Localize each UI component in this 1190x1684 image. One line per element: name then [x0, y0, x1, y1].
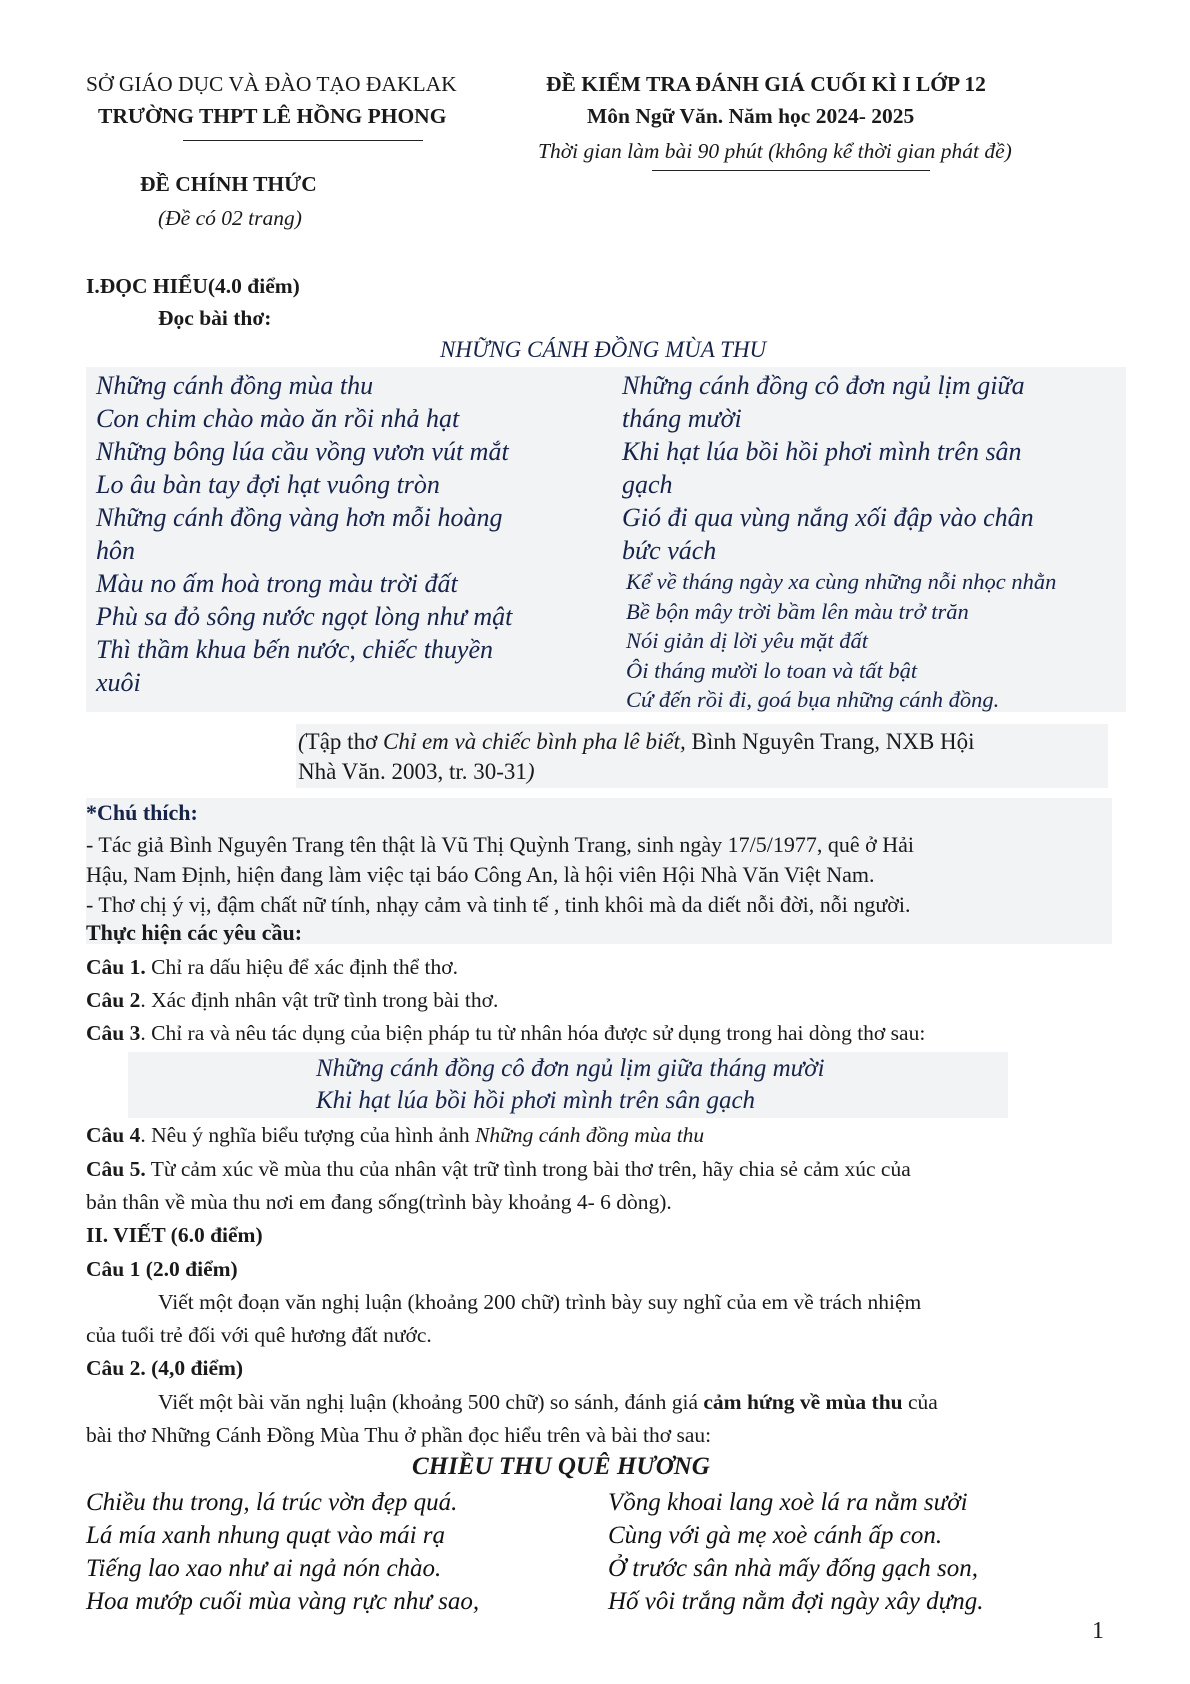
- subject-line: [587, 104, 914, 129]
- writing-q1-line2: của tuổi trẻ đối với quê hương đất nước.: [86, 1323, 432, 1347]
- writing-q1-heading: Câu 1 (2.0 điểm): [86, 1257, 238, 1281]
- poem2-line: Hố vôi trắng nằm đợi ngày xây dựng.: [608, 1588, 984, 1615]
- poem2-line: Cùng với gà mẹ xoè cánh ấp con.: [608, 1522, 943, 1549]
- poem2-left-column: [86, 1486, 479, 1618]
- poem-source: (Tập thơ Chỉ em và chiếc bình pha lê biết, Bình Nguyên Trang, NXB Hội Nhà Văn. 2003, tr. 30-31): [298, 729, 975, 784]
- poem2-line: Tiếng lao xao như ai ngả nón chào.: [86, 1555, 442, 1582]
- writing-q2-line2: bài thơ Những Cánh Đồng Mùa Thu ở phần đọc hiểu trên và bài thơ sau:: [86, 1423, 712, 1447]
- note-line: Hậu, Nam Định, hiện đang làm việc tại báo Công An, là hội viên Hội Nhà Văn Việt Nam.: [86, 862, 875, 887]
- school-year: . Năm học 2024- 2025: [717, 104, 915, 128]
- poem-line: hôn: [96, 536, 135, 565]
- poem-line: xuôi: [96, 668, 141, 697]
- subject-label: Môn Ngữ Văn: [587, 104, 718, 128]
- note-body: [86, 830, 914, 920]
- quote-line: Những cánh đồng cô đơn ngủ lịm giữa tháng mười: [316, 1055, 825, 1082]
- poem-line: Những cánh đồng vàng hơn mỗi hoàng: [96, 503, 503, 532]
- tasks-heading: Thực hiện các yêu cầu:: [86, 920, 303, 945]
- poem2-line: Vồng khoai lang xoè lá ra nằm sưởi: [608, 1489, 968, 1516]
- writing-q2-heading: Câu 2. (4,0 điểm): [86, 1356, 244, 1380]
- question-3-quote: [316, 1053, 825, 1117]
- poem2-right-column: [608, 1486, 984, 1618]
- question-5-cont: bản thân về mùa thu nơi em đang sống(trình bày khoảng 4- 6 dòng).: [86, 1190, 672, 1214]
- poem2-line: Chiều thu trong, lá trúc vờn đẹp quá.: [86, 1489, 458, 1516]
- question-4: Câu 4. Nêu ý nghĩa biểu tượng của hình ảnh Những cánh đồng mùa thu: [86, 1123, 705, 1147]
- school-name: TRƯỜNG THPT LÊ HỒNG PHONG: [98, 104, 447, 128]
- note-line: - Thơ chị ý vị, đậm chất nữ tính, nhạy cảm và tinh tế , tinh khôi mà da diết nỗi đời, nỗi người.: [86, 892, 911, 917]
- quote-line: Khi hạt lúa bồi hồi phơi mình trên sân gạch: [316, 1087, 756, 1114]
- department-name: SỞ GIÁO DỤC VÀ ĐÀO TẠO ĐAKLAK: [86, 72, 457, 96]
- question-2: Câu 2. Xác định nhân vật trữ tình trong bài thơ.: [86, 988, 499, 1012]
- reading-instruction: Đọc bài thơ:: [158, 306, 272, 330]
- poem-line: Những cánh đồng mùa thu: [96, 371, 374, 400]
- poem-line: Lo âu bàn tay đợi hạt vuông tròn: [96, 470, 440, 499]
- title-underline: [652, 170, 930, 171]
- poem-line: Cứ đến rồi đi, goá bụa những cánh đồng.: [626, 687, 1000, 712]
- poem-line: Ôi tháng mười lo toan và tất bật: [626, 657, 918, 683]
- poem-line: tháng mười: [622, 404, 742, 433]
- poem-line: Những cánh đồng cô đơn ngủ lịm giữa: [622, 371, 1025, 400]
- poem-right-small: [626, 567, 1056, 715]
- exam-title: ĐỀ KIỂM TRA ĐÁNH GIÁ CUỐI KÌ I LỚP 12: [546, 72, 986, 96]
- poem2-line: Ở trước sân nhà mấy đống gạch son,: [608, 1555, 979, 1582]
- poem2-line: Lá mía xanh nhung quạt vào mái rạ: [86, 1522, 446, 1549]
- note-line: - Tác giả Bình Nguyên Trang tên thật là Vũ Thị Quỳnh Trang, sinh ngày 17/5/1977, quê ở Hải: [86, 832, 915, 857]
- poem-line: Bề bộn mây trời bầm lên màu trở trăn: [626, 598, 969, 624]
- page-number: 1: [1092, 1618, 1104, 1644]
- section-1-heading: I.ĐỌC HIỂU(4.0 điểm): [86, 274, 300, 298]
- poem2-title: CHIỀU THU QUÊ HƯƠNG: [412, 1453, 710, 1480]
- poem-line: Phù sa đỏ sông nước ngọt lòng như mật: [96, 602, 513, 631]
- page-count-note: (Đề có 02 trang): [158, 206, 302, 230]
- source-book: Chỉ em và chiếc bình pha lê biết,: [382, 729, 686, 754]
- poem-line: gạch: [622, 470, 673, 499]
- poem-line: Những bông lúa cầu vồng vươn vút mắt: [96, 437, 509, 466]
- poem-left-column: [96, 369, 512, 699]
- school-underline: [183, 140, 423, 141]
- poem-title: NHỮNG CÁNH ĐỒNG MÙA THU: [440, 337, 767, 362]
- question-5: Câu 5. Từ cảm xúc về mùa thu của nhân vật trữ tình trong bài thơ trên, hãy chia sẻ cảm xúc của: [86, 1157, 911, 1181]
- writing-q2-line1: Viết một bài văn nghị luận (khoảng 500 chữ) so sánh, đánh giá cảm hứng về mùa thu của: [158, 1390, 938, 1414]
- poem-right-column: [622, 369, 1034, 567]
- note-heading: *Chú thích:: [86, 800, 198, 825]
- question-3: Câu 3. Chỉ ra và nêu tác dụng của biện pháp tu từ nhân hóa được sử dụng trong hai dòng thơ sau:: [86, 1021, 926, 1045]
- time-note: Thời gian làm bài 90 phút (không kể thời gian phát đề): [538, 139, 1012, 163]
- section-2-heading: II. VIẾT (6.0 điểm): [86, 1223, 263, 1247]
- poem2-line: Hoa mướp cuối mùa vàng rực như sao,: [86, 1588, 480, 1615]
- poem-line: Thì thầm khua bến nước, chiếc thuyền: [96, 635, 494, 664]
- writing-q1-line1: Viết một đoạn văn nghị luận (khoảng 200 chữ) trình bày suy nghĩ của em về trách nhiệm: [158, 1290, 922, 1314]
- poem-line: Con chim chào mào ăn rồi nhả hạt: [96, 404, 460, 433]
- poem-line: bức vách: [622, 536, 717, 565]
- poem-line: Kể về tháng ngày xa cùng những nỗi nhọc nhằn: [626, 569, 1057, 594]
- poem-line: Gió đi qua vùng nắng xối đập vào chân: [622, 503, 1034, 532]
- poem-line: Khi hạt lúa bồi hồi phơi mình trên sân: [622, 437, 1022, 466]
- poem-line: Màu no ấm hoà trong màu trời đất: [96, 569, 458, 598]
- poem-line: Nói giản dị lời yêu mặt đất: [626, 628, 868, 653]
- official-label: ĐỀ CHÍNH THỨC: [140, 172, 317, 196]
- question-1: Câu 1. Chỉ ra dấu hiệu để xác định thể thơ.: [86, 955, 459, 979]
